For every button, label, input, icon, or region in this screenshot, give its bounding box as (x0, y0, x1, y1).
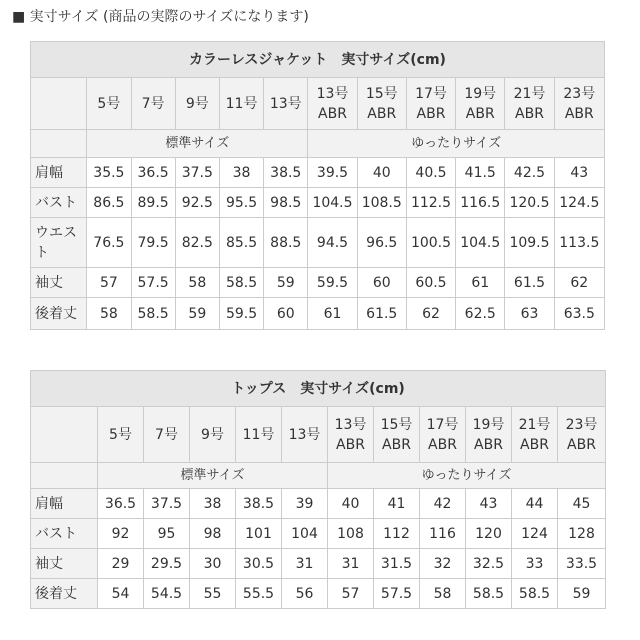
value-cell: 63.5 (554, 298, 604, 330)
jacket-size-header (87, 78, 131, 130)
value-cell: 61 (456, 268, 505, 298)
table-row (31, 489, 606, 519)
value-cell: 108.5 (357, 188, 406, 218)
jacket-size-header (219, 78, 263, 130)
tops-table-title: トップス 実寸サイズ(cm) (31, 371, 606, 407)
row-label: ウエスト (31, 218, 87, 268)
jacket-size-header (406, 78, 455, 130)
size-suffix: ABR (318, 105, 347, 122)
row-label: 後着丈 (31, 298, 87, 330)
size-number: 13号 (288, 426, 321, 443)
value-cell: 104.5 (308, 188, 357, 218)
value-cell: 42 (420, 489, 466, 519)
row-label: バスト (31, 519, 98, 549)
value-cell: 59 (558, 579, 606, 609)
row-label: 肩幅 (31, 489, 98, 519)
table-row (31, 549, 606, 579)
size-number: 15号 (365, 85, 398, 102)
tops-size-header (512, 407, 558, 463)
value-cell: 104 (282, 519, 328, 549)
size-suffix: ABR (416, 105, 446, 122)
value-cell: 32 (420, 549, 466, 579)
value-cell: 58.5 (466, 579, 512, 609)
size-number: 13号 (316, 85, 349, 102)
value-cell: 40 (357, 158, 406, 188)
value-cell: 32.5 (466, 549, 512, 579)
tops-size-header (466, 407, 512, 463)
jacket-size-table (30, 41, 605, 330)
value-cell: 31 (282, 549, 328, 579)
value-cell: 120 (466, 519, 512, 549)
size-number: 21号 (518, 416, 551, 433)
value-cell: 30.5 (236, 549, 282, 579)
value-cell: 85.5 (219, 218, 263, 268)
row-label: 袖丈 (31, 268, 87, 298)
value-cell: 57.5 (374, 579, 420, 609)
value-cell: 82.5 (175, 218, 219, 268)
tops-group-label: ゆったりサイズ (328, 463, 606, 489)
size-suffix: ABR (428, 436, 457, 453)
value-cell: 36.5 (98, 489, 144, 519)
jacket-group-label: 標準サイズ (87, 130, 308, 158)
value-cell: 101 (236, 519, 282, 549)
value-cell: 120.5 (505, 188, 554, 218)
tops-size-header (282, 407, 328, 463)
value-cell: 41 (374, 489, 420, 519)
size-suffix: ABR (382, 436, 411, 453)
size-number: 13号 (269, 95, 302, 112)
table-row (31, 298, 605, 330)
value-cell: 58 (175, 268, 219, 298)
table-row (31, 218, 605, 268)
value-cell: 58 (420, 579, 466, 609)
value-cell: 59 (264, 268, 308, 298)
value-cell: 56 (282, 579, 328, 609)
size-suffix: ABR (564, 105, 594, 122)
value-cell: 38 (190, 489, 236, 519)
jacket-group-row (31, 130, 605, 158)
size-number: 19号 (464, 85, 497, 102)
value-cell: 63 (505, 298, 554, 330)
jacket-group-label: ゆったりサイズ (308, 130, 605, 158)
table-row (31, 188, 605, 218)
value-cell: 54.5 (144, 579, 190, 609)
size-suffix: ABR (465, 105, 495, 122)
size-number: 7号 (155, 426, 178, 443)
row-label: 袖丈 (31, 549, 98, 579)
value-cell: 29.5 (144, 549, 190, 579)
tops-size-header (374, 407, 420, 463)
value-cell: 89.5 (131, 188, 175, 218)
jacket-size-header (505, 78, 554, 130)
size-number: 17号 (426, 416, 459, 433)
value-cell: 86.5 (87, 188, 131, 218)
value-cell: 61 (308, 298, 357, 330)
value-cell: 55.5 (236, 579, 282, 609)
jacket-size-header (456, 78, 505, 130)
value-cell: 57 (87, 268, 131, 298)
value-cell: 58.5 (131, 298, 175, 330)
tops-group-row (31, 463, 606, 489)
value-cell: 94.5 (308, 218, 357, 268)
value-cell: 38.5 (236, 489, 282, 519)
value-cell: 59 (175, 298, 219, 330)
tops-size-header-row (31, 407, 606, 463)
value-cell: 33.5 (558, 549, 606, 579)
jacket-title-row (31, 42, 605, 78)
value-cell: 39.5 (308, 158, 357, 188)
row-label: バスト (31, 188, 87, 218)
table-row (31, 519, 606, 549)
value-cell: 31.5 (374, 549, 420, 579)
jacket-size-header (131, 78, 175, 130)
size-number: 5号 (97, 95, 121, 112)
value-cell: 30 (190, 549, 236, 579)
size-number: 23号 (563, 85, 596, 102)
value-cell: 60 (264, 298, 308, 330)
jacket-group-corner-cell (31, 130, 87, 158)
size-suffix: ABR (336, 436, 365, 453)
tops-group-label: 標準サイズ (98, 463, 328, 489)
jacket-table-title: カラーレスジャケット 実寸サイズ(cm) (31, 42, 605, 78)
size-number: 5号 (109, 426, 132, 443)
value-cell: 45 (558, 489, 606, 519)
tops-corner-cell (31, 407, 98, 463)
value-cell: 88.5 (264, 218, 308, 268)
jacket-size-header-row (31, 78, 605, 130)
value-cell: 62.5 (456, 298, 505, 330)
value-cell: 95.5 (219, 188, 263, 218)
value-cell: 59.5 (308, 268, 357, 298)
value-cell: 55 (190, 579, 236, 609)
value-cell: 60 (357, 268, 406, 298)
tops-size-header (144, 407, 190, 463)
tops-size-header (98, 407, 144, 463)
size-suffix: ABR (515, 105, 544, 122)
size-number: 21号 (513, 85, 546, 102)
value-cell: 38.5 (264, 158, 308, 188)
tops-size-header (420, 407, 466, 463)
value-cell: 113.5 (554, 218, 604, 268)
value-cell: 79.5 (131, 218, 175, 268)
jacket-size-header (264, 78, 308, 130)
size-number: 9号 (201, 426, 224, 443)
value-cell: 43 (466, 489, 512, 519)
value-cell: 92.5 (175, 188, 219, 218)
value-cell: 124 (512, 519, 558, 549)
value-cell: 109.5 (505, 218, 554, 268)
size-suffix: ABR (520, 436, 549, 453)
value-cell: 61.5 (505, 268, 554, 298)
tops-size-header (558, 407, 606, 463)
value-cell: 44 (512, 489, 558, 519)
value-cell: 57 (328, 579, 374, 609)
value-cell: 112 (374, 519, 420, 549)
value-cell: 57.5 (131, 268, 175, 298)
value-cell: 95 (144, 519, 190, 549)
jacket-size-header (357, 78, 406, 130)
jacket-corner-cell (31, 78, 87, 130)
value-cell: 108 (328, 519, 374, 549)
row-label: 後着丈 (31, 579, 98, 609)
jacket-size-header (554, 78, 604, 130)
value-cell: 41.5 (456, 158, 505, 188)
value-cell: 36.5 (131, 158, 175, 188)
size-number: 17号 (415, 85, 447, 102)
size-number: 13号 (334, 416, 367, 433)
value-cell: 40 (328, 489, 374, 519)
value-cell: 62 (554, 268, 604, 298)
tops-size-header (236, 407, 282, 463)
value-cell: 35.5 (87, 158, 131, 188)
size-suffix: ABR (474, 436, 503, 453)
value-cell: 62 (406, 298, 455, 330)
tops-title-row (31, 371, 606, 407)
tops-group-corner-cell (31, 463, 98, 489)
value-cell: 92 (98, 519, 144, 549)
value-cell: 29 (98, 549, 144, 579)
value-cell: 58.5 (512, 579, 558, 609)
value-cell: 100.5 (406, 218, 455, 268)
row-label: 肩幅 (31, 158, 87, 188)
value-cell: 124.5 (554, 188, 604, 218)
value-cell: 76.5 (87, 218, 131, 268)
size-suffix: ABR (367, 105, 397, 122)
value-cell: 33 (512, 549, 558, 579)
value-cell: 96.5 (357, 218, 406, 268)
table-row (31, 268, 605, 298)
size-number: 11号 (225, 95, 258, 112)
value-cell: 98 (190, 519, 236, 549)
value-cell: 104.5 (456, 218, 505, 268)
value-cell: 31 (328, 549, 374, 579)
value-cell: 39 (282, 489, 328, 519)
section-heading: ■ 実寸サイズ (商品の実際のサイズになります) (12, 9, 309, 25)
value-cell: 58 (87, 298, 131, 330)
size-number: 9号 (185, 95, 209, 112)
size-number: 23号 (565, 416, 598, 433)
value-cell: 38 (219, 158, 263, 188)
size-number: 15号 (380, 416, 413, 433)
value-cell: 43 (554, 158, 604, 188)
size-number: 19号 (472, 416, 505, 433)
jacket-size-header (308, 78, 357, 130)
size-number: 11号 (242, 426, 275, 443)
value-cell: 37.5 (144, 489, 190, 519)
value-cell: 112.5 (406, 188, 455, 218)
tops-size-table (30, 370, 606, 609)
value-cell: 40.5 (406, 158, 455, 188)
value-cell: 58.5 (219, 268, 263, 298)
size-suffix: ABR (567, 436, 596, 453)
jacket-size-header (175, 78, 219, 130)
value-cell: 61.5 (357, 298, 406, 330)
value-cell: 116.5 (456, 188, 505, 218)
value-cell: 59.5 (219, 298, 263, 330)
value-cell: 128 (558, 519, 606, 549)
value-cell: 42.5 (505, 158, 554, 188)
value-cell: 116 (420, 519, 466, 549)
table-row (31, 579, 606, 609)
table-row (31, 158, 605, 188)
value-cell: 98.5 (264, 188, 308, 218)
value-cell: 60.5 (406, 268, 455, 298)
value-cell: 54 (98, 579, 144, 609)
tops-size-header (328, 407, 374, 463)
tops-size-header (190, 407, 236, 463)
size-number: 7号 (141, 95, 165, 112)
value-cell: 37.5 (175, 158, 219, 188)
